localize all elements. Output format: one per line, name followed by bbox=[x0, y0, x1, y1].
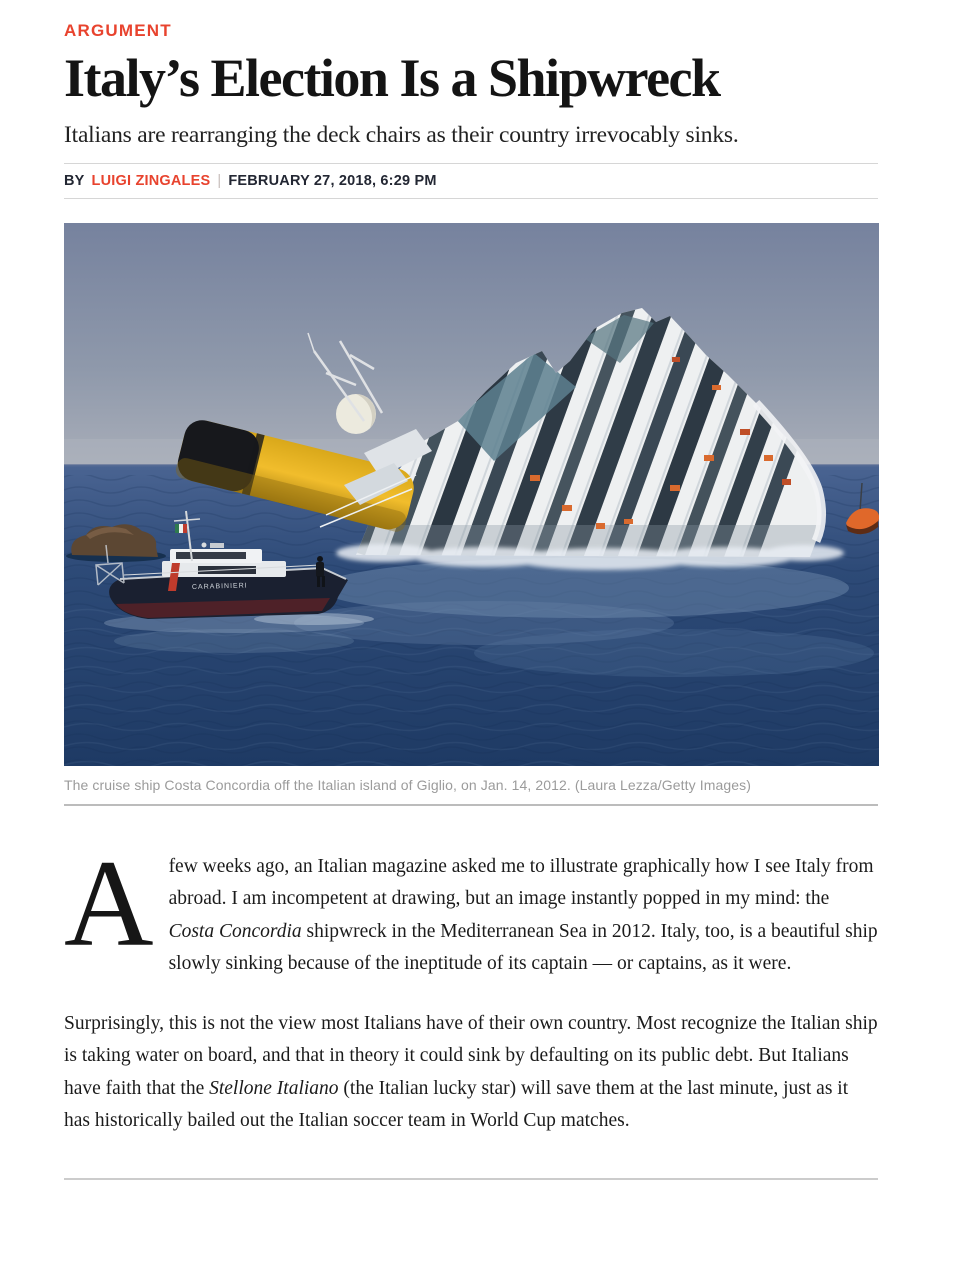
article-body bbox=[64, 834, 878, 1138]
divider-byline bbox=[64, 198, 878, 199]
paragraph-2-text-end: (the Italian lucky star) will save them at the last minute, just as it has historically bailed out the Italian soccer team in World Cup matches. bbox=[64, 1077, 849, 1132]
boat-hull-text: CARABINIERI bbox=[191, 582, 248, 591]
paragraph-1 bbox=[64, 834, 878, 981]
article bbox=[64, 0, 878, 1180]
costa-concordia-photo bbox=[64, 223, 879, 766]
paragraph-1-text: few weeks ago, an Italian magazine asked me to illustrate graphically how I see Italy from abroad. I am incompetent at drawing, but an image instantly popped in my mind: the bbox=[168, 855, 874, 910]
photo-caption: The cruise ship Costa Concordia off the Italian island of Giglio, on Jan. 14, 2012. (Laura Lezza/Getty Images) bbox=[64, 766, 878, 806]
article-photo bbox=[64, 223, 878, 806]
paragraph-2-italic: Stellone Italiano bbox=[209, 1077, 339, 1099]
paragraph-2 bbox=[64, 1008, 878, 1138]
paragraph-2-text: Surprisingly, this is not the view most Italians have of their own country. Most recognize the Italian ship is taking water on board, and that in theory it could sink by defaulting on its public debt. But Italians have faith that the bbox=[64, 1012, 878, 1099]
paragraph-1-italic: Costa Concordia bbox=[168, 920, 302, 942]
divider-bottom bbox=[64, 1178, 878, 1180]
italian-flag bbox=[175, 524, 187, 533]
byline-by-label: BY bbox=[64, 172, 85, 189]
dropcap: A bbox=[64, 834, 154, 972]
byline bbox=[64, 164, 878, 198]
byline-separator: | bbox=[217, 172, 222, 189]
kicker-label[interactable]: ARGUMENT bbox=[64, 21, 172, 40]
author-link[interactable]: LUIGI ZINGALES bbox=[91, 172, 211, 189]
page-title: Italy’s Election Is a Shipwreck bbox=[64, 48, 720, 108]
article-dek: Italians are rearranging the deck chairs as their country irrevocably sinks. bbox=[64, 121, 739, 148]
byline-datetime: FEBRUARY 27, 2018, 6:29 PM bbox=[228, 172, 437, 189]
paragraph-1-text-end: shipwreck in the Mediterranean Sea in 2012. Italy, too, is a beautiful ship slowly sinking because of the ineptitude of its captain — or captains, as it were. bbox=[168, 920, 878, 975]
